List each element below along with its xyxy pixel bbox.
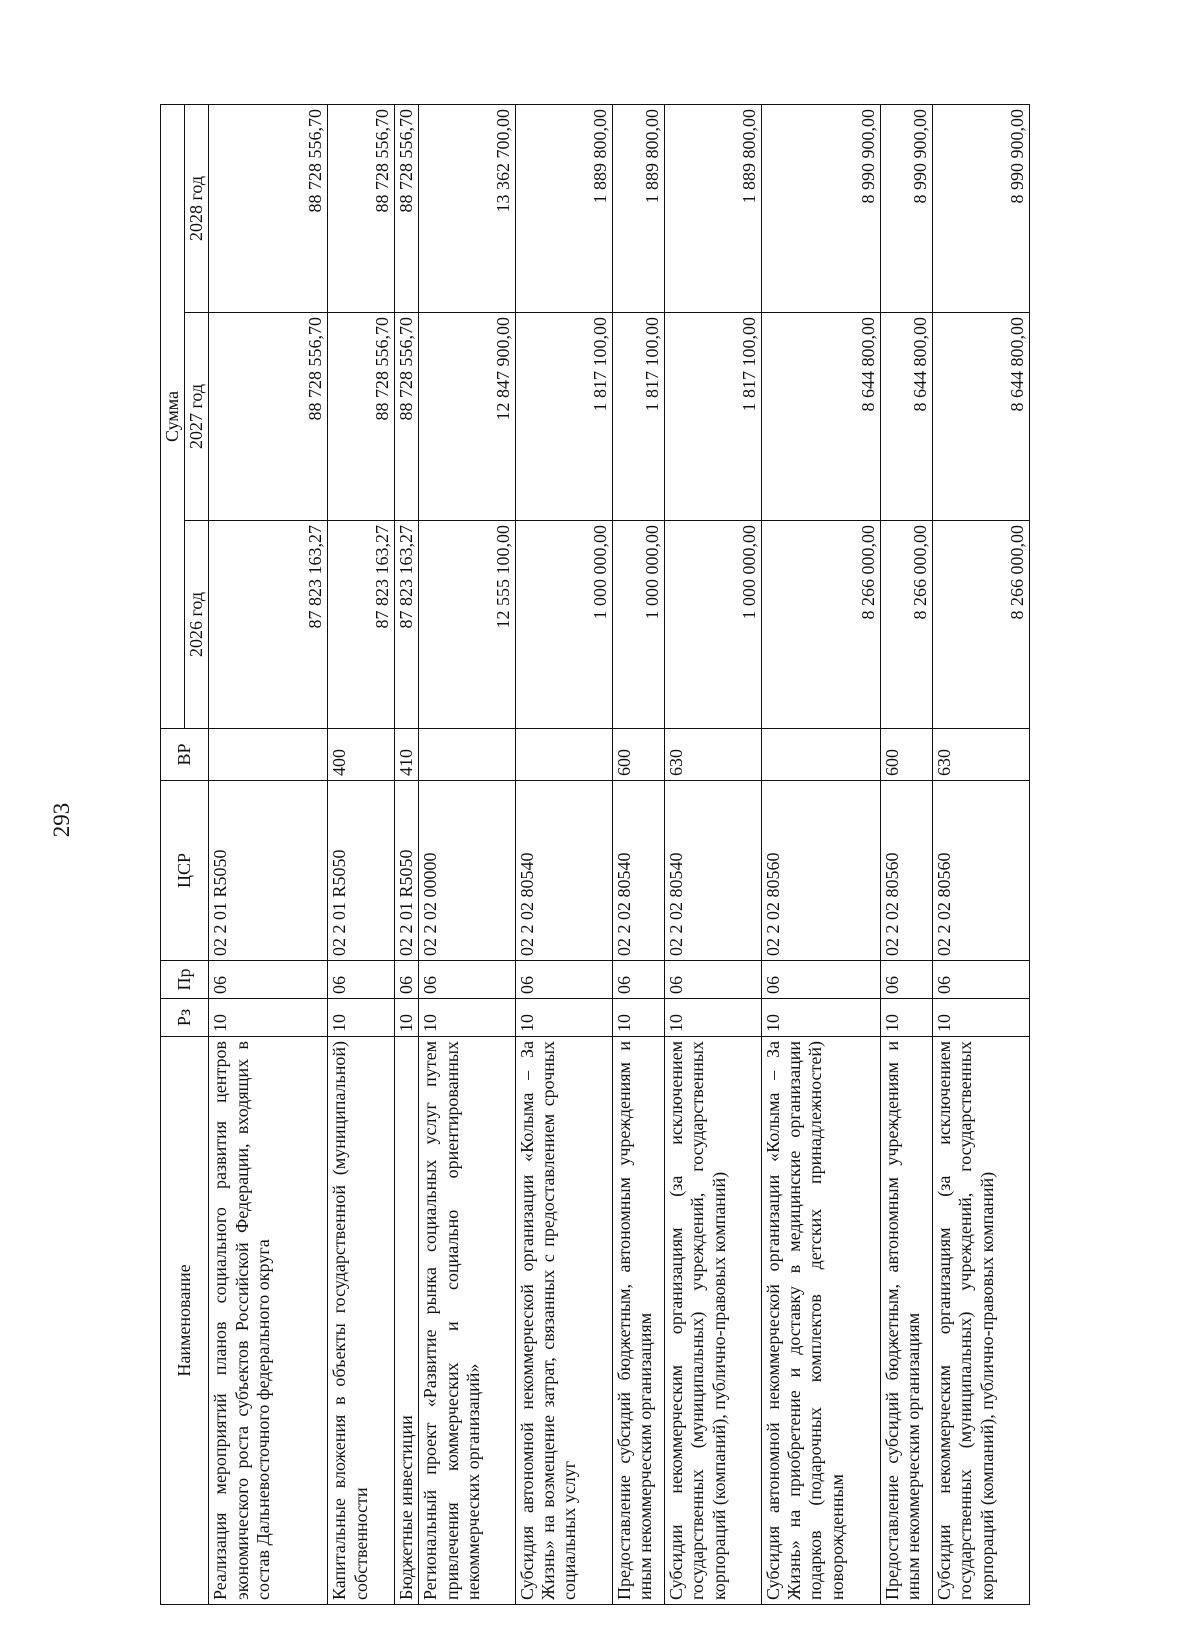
cell-y2026: 1 000 000,00	[665, 521, 762, 729]
cell-y2027: 88 728 556,70	[394, 313, 418, 521]
cell-pr: 06	[328, 961, 395, 999]
cell-csr: 02 2 02 80540	[612, 781, 664, 961]
cell-name: Субсидии некоммерческим организациям (за исключением государственных (муниципальных) учреждений, государственных корпораций (компаний), публично-правовых компаний)	[665, 1037, 762, 1605]
cell-name: Предоставление субсидий бюджетным, автономным учреждениям и иным некоммерческим организациям	[880, 1037, 932, 1605]
cell-y2028: 8 990 900,00	[880, 104, 932, 312]
cell-y2027: 88 728 556,70	[209, 313, 328, 521]
page-number: 293	[49, 802, 74, 838]
cell-vr	[761, 729, 880, 781]
cell-y2026: 12 555 100,00	[419, 521, 516, 729]
cell-pr: 06	[761, 961, 880, 999]
cell-pr: 06	[933, 961, 1030, 999]
cell-csr: 02 2 02 80560	[761, 781, 880, 961]
cell-rz: 10	[761, 999, 880, 1037]
cell-pr: 06	[880, 961, 932, 999]
header-csr: ЦСР	[161, 781, 209, 961]
cell-vr: 630	[933, 729, 1030, 781]
header-pr: Пр	[161, 961, 209, 999]
header-2026: 2026 год	[185, 521, 209, 729]
table-row	[880, 104, 932, 1604]
cell-vr: 400	[328, 729, 395, 781]
budget-table	[160, 104, 1030, 1605]
table-row	[761, 104, 880, 1604]
cell-pr: 06	[394, 961, 418, 999]
cell-y2028: 1 889 800,00	[665, 104, 762, 312]
cell-y2026: 8 266 000,00	[933, 521, 1030, 729]
table-row	[612, 104, 664, 1604]
cell-rz: 10	[880, 999, 932, 1037]
header-2027: 2027 год	[185, 313, 209, 521]
cell-y2027: 12 847 900,00	[419, 313, 516, 521]
cell-vr: 600	[612, 729, 664, 781]
cell-y2026: 1 000 000,00	[516, 521, 613, 729]
cell-vr: 600	[880, 729, 932, 781]
cell-csr: 02 2 01 R5050	[209, 781, 328, 961]
cell-y2028: 88 728 556,70	[328, 104, 395, 312]
cell-name: Капитальные вложения в объекты государственной (муниципальной) собственности	[328, 1037, 395, 1605]
cell-rz: 10	[328, 999, 395, 1037]
cell-name: Субсидии некоммерческим организациям (за исключением государственных (муниципальных) учреждений, государственных корпораций (компаний), публично-правовых компаний)	[933, 1037, 1030, 1605]
cell-vr: 410	[394, 729, 418, 781]
cell-name: Субсидия автономной некоммерческой организации «Колыма – За Жизнь» на возмещение затрат, связанных с предоставлением срочных социальных услуг	[516, 1037, 613, 1605]
cell-rz: 10	[394, 999, 418, 1037]
table-body	[209, 104, 1030, 1604]
cell-y2028: 1 889 800,00	[516, 104, 613, 312]
cell-rz: 10	[612, 999, 664, 1037]
cell-y2026: 87 823 163,27	[394, 521, 418, 729]
cell-csr: 02 2 01 R5050	[394, 781, 418, 961]
cell-y2027: 1 817 100,00	[612, 313, 664, 521]
cell-rz: 10	[419, 999, 516, 1037]
cell-pr: 06	[209, 961, 328, 999]
cell-y2028: 88 728 556,70	[394, 104, 418, 312]
header-sum: Сумма	[161, 104, 185, 728]
cell-y2027: 8 644 800,00	[880, 313, 932, 521]
cell-pr: 06	[665, 961, 762, 999]
table-row	[419, 104, 516, 1604]
cell-csr: 02 2 02 80540	[516, 781, 613, 961]
cell-csr: 02 2 01 R5050	[328, 781, 395, 961]
cell-vr	[209, 729, 328, 781]
header-2028: 2028 год	[185, 104, 209, 312]
cell-vr	[419, 729, 516, 781]
cell-rz: 10	[516, 999, 613, 1037]
table-row	[665, 104, 762, 1604]
cell-csr: 02 2 02 80560	[880, 781, 932, 961]
cell-y2026: 8 266 000,00	[880, 521, 932, 729]
cell-vr: 630	[665, 729, 762, 781]
cell-y2028: 88 728 556,70	[209, 104, 328, 312]
cell-y2026: 8 266 000,00	[761, 521, 880, 729]
cell-csr: 02 2 02 80540	[665, 781, 762, 961]
cell-pr: 06	[419, 961, 516, 999]
header-vr: ВР	[161, 729, 209, 781]
cell-y2027: 1 817 100,00	[665, 313, 762, 521]
cell-name: Реализация мероприятий планов социального развития центров экономического роста субъектов Российской Федерации, входящих в состав Дальневосточного федерального округа	[209, 1037, 328, 1605]
cell-csr: 02 2 02 80560	[933, 781, 1030, 961]
cell-vr	[516, 729, 613, 781]
cell-rz: 10	[665, 999, 762, 1037]
rotated-table-container	[160, 105, 1030, 1605]
table-row	[394, 104, 418, 1604]
cell-rz: 10	[209, 999, 328, 1037]
header-rz: Рз	[161, 999, 209, 1037]
cell-y2028: 8 990 900,00	[761, 104, 880, 312]
cell-y2027: 1 817 100,00	[516, 313, 613, 521]
cell-y2028: 13 362 700,00	[419, 104, 516, 312]
cell-csr: 02 2 02 00000	[419, 781, 516, 961]
table-row	[209, 104, 328, 1604]
table-row	[516, 104, 613, 1604]
cell-pr: 06	[516, 961, 613, 999]
cell-y2026: 87 823 163,27	[209, 521, 328, 729]
cell-y2026: 1 000 000,00	[612, 521, 664, 729]
header-name: Наименование	[161, 1037, 209, 1605]
cell-name: Региональный проект «Развитие рынка социальных услуг путем привлечения коммерческих и социально ориентированных некоммерческих организаций»	[419, 1037, 516, 1605]
cell-name: Бюджетные инвестиции	[394, 1037, 418, 1605]
cell-pr: 06	[612, 961, 664, 999]
cell-y2028: 8 990 900,00	[933, 104, 1030, 312]
cell-y2026: 87 823 163,27	[328, 521, 395, 729]
cell-y2028: 1 889 800,00	[612, 104, 664, 312]
cell-y2027: 88 728 556,70	[328, 313, 395, 521]
table-row	[328, 104, 395, 1604]
cell-y2027: 8 644 800,00	[761, 313, 880, 521]
cell-name: Субсидия автономной некоммерческой организации «Колыма – За Жизнь» на приобретение и доставку в медицинские организации подарков (подарочных комплектов детских принадлежностей) новорожденным	[761, 1037, 880, 1605]
table-row	[933, 104, 1030, 1604]
cell-name: Предоставление субсидий бюджетным, автономным учреждениям и иным некоммерческим организациям	[612, 1037, 664, 1605]
cell-rz: 10	[933, 999, 1030, 1037]
cell-y2027: 8 644 800,00	[933, 313, 1030, 521]
